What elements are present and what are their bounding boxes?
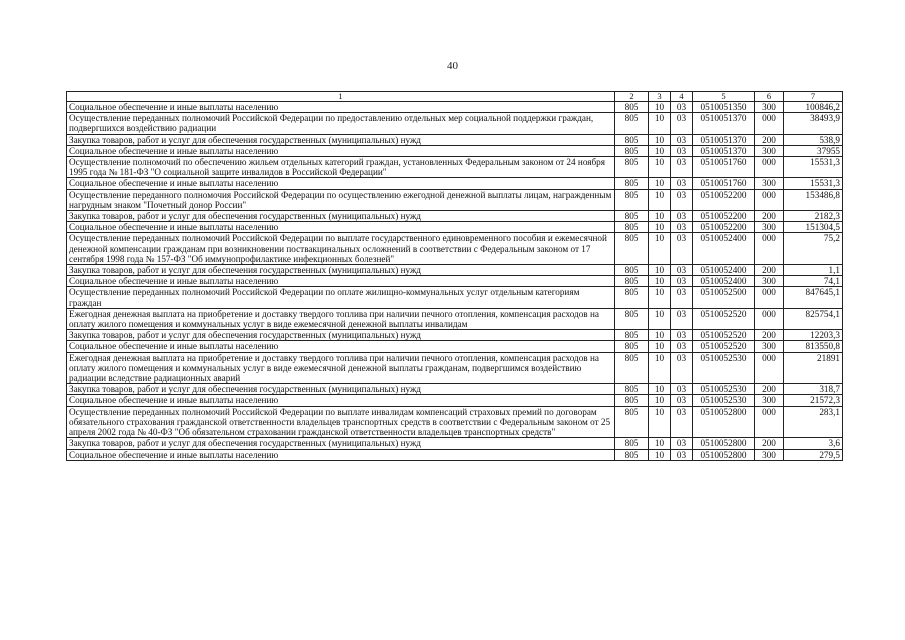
section-code-cell: 10 bbox=[649, 222, 671, 233]
expense-name-cell: Осуществление переданного полномочия Российской Федерации по осуществлению ежегодной денежной выплаты лицам, награжденным нагрудным знаком "Почетный донор России" bbox=[67, 189, 615, 210]
table-row bbox=[67, 341, 843, 352]
amount-cell: 15531,3 bbox=[784, 157, 843, 178]
table-row bbox=[67, 395, 843, 406]
header-cell-3: 3 bbox=[649, 92, 671, 102]
section-code-cell: 10 bbox=[649, 189, 671, 210]
amount-cell: 74,1 bbox=[784, 276, 843, 287]
section-code-cell: 10 bbox=[649, 276, 671, 287]
amount-cell: 318,7 bbox=[784, 384, 843, 395]
section-code-cell: 10 bbox=[649, 211, 671, 222]
ministry-code-cell: 805 bbox=[615, 178, 649, 189]
expense-type-cell: 000 bbox=[755, 287, 784, 308]
target-article-cell: 0510052400 bbox=[693, 276, 755, 287]
subsection-code-cell: 03 bbox=[671, 102, 693, 113]
ministry-code-cell: 805 bbox=[615, 330, 649, 341]
expense-type-cell: 300 bbox=[755, 102, 784, 113]
expense-name-cell: Социальное обеспечение и иные выплаты населению bbox=[67, 102, 615, 113]
ministry-code-cell: 805 bbox=[615, 211, 649, 222]
target-article-cell: 0510052520 bbox=[693, 341, 755, 352]
expense-name-cell: Социальное обеспечение и иные выплаты населению bbox=[67, 449, 615, 460]
amount-cell: 21891 bbox=[784, 352, 843, 384]
amount-cell: 21572,3 bbox=[784, 395, 843, 406]
section-code-cell: 10 bbox=[649, 308, 671, 329]
table-row bbox=[67, 222, 843, 233]
target-article-cell: 0510052800 bbox=[693, 406, 755, 438]
amount-cell: 847645,1 bbox=[784, 287, 843, 308]
expense-name-cell: Закупка товаров, работ и услуг для обеспечения государственных (муниципальных) нужд bbox=[67, 265, 615, 276]
expense-name-cell: Социальное обеспечение и иные выплаты населению bbox=[67, 222, 615, 233]
expense-name-cell: Закупка товаров, работ и услуг для обеспечения государственных (муниципальных) нужд bbox=[67, 384, 615, 395]
table-header-row bbox=[67, 92, 843, 102]
amount-cell: 75,2 bbox=[784, 233, 843, 265]
target-article-cell: 0510051370 bbox=[693, 145, 755, 156]
section-code-cell: 10 bbox=[649, 145, 671, 156]
expense-name-cell: Осуществление переданных полномочий Российской Федерации по предоставлению отдельных мер социальной поддержки граждан, подвергшихся воздействию радиации bbox=[67, 113, 615, 134]
target-article-cell: 0510052520 bbox=[693, 330, 755, 341]
amount-cell: 279,5 bbox=[784, 449, 843, 460]
ministry-code-cell: 805 bbox=[615, 395, 649, 406]
ministry-code-cell: 805 bbox=[615, 113, 649, 134]
section-code-cell: 10 bbox=[649, 233, 671, 265]
amount-cell: 12203,3 bbox=[784, 330, 843, 341]
subsection-code-cell: 03 bbox=[671, 384, 693, 395]
subsection-code-cell: 03 bbox=[671, 157, 693, 178]
target-article-cell: 0510052200 bbox=[693, 189, 755, 210]
expense-name-cell: Социальное обеспечение и иные выплаты населению bbox=[67, 341, 615, 352]
expense-name-cell: Закупка товаров, работ и услуг для обеспечения государственных (муниципальных) нужд bbox=[67, 330, 615, 341]
amount-cell: 37955 bbox=[784, 145, 843, 156]
ministry-code-cell: 805 bbox=[615, 438, 649, 449]
target-article-cell: 0510052530 bbox=[693, 352, 755, 384]
target-article-cell: 0510052520 bbox=[693, 308, 755, 329]
amount-cell: 538,9 bbox=[784, 134, 843, 145]
expense-type-cell: 200 bbox=[755, 265, 784, 276]
expense-name-cell: Социальное обеспечение и иные выплаты населению bbox=[67, 178, 615, 189]
amount-cell: 100846,2 bbox=[784, 102, 843, 113]
table-row bbox=[67, 189, 843, 210]
header-cell-4: 4 bbox=[671, 92, 693, 102]
target-article-cell: 0510051350 bbox=[693, 102, 755, 113]
section-code-cell: 10 bbox=[649, 157, 671, 178]
header-cell-2: 2 bbox=[615, 92, 649, 102]
expense-type-cell: 300 bbox=[755, 145, 784, 156]
amount-cell: 151304,5 bbox=[784, 222, 843, 233]
section-code-cell: 10 bbox=[649, 438, 671, 449]
ministry-code-cell: 805 bbox=[615, 265, 649, 276]
expense-name-cell: Ежегодная денежная выплата на приобретение и доставку твердого топлива при наличии печного отопления, компенсация расходов на оплату жилого помещения и коммунальных услуг в виде ежемесячной денежной выплаты гражданам, подвергшимся воздействию радиации вследствие радиационных аварий bbox=[67, 352, 615, 384]
expense-type-cell: 200 bbox=[755, 211, 784, 222]
subsection-code-cell: 03 bbox=[671, 341, 693, 352]
target-article-cell: 0510052530 bbox=[693, 384, 755, 395]
table-row bbox=[67, 265, 843, 276]
expense-type-cell: 000 bbox=[755, 352, 784, 384]
ministry-code-cell: 805 bbox=[615, 287, 649, 308]
ministry-code-cell: 805 bbox=[615, 276, 649, 287]
expense-type-cell: 000 bbox=[755, 189, 784, 210]
section-code-cell: 10 bbox=[649, 395, 671, 406]
budget-table bbox=[66, 91, 843, 461]
table-row bbox=[67, 330, 843, 341]
expense-type-cell: 000 bbox=[755, 233, 784, 265]
expense-type-cell: 000 bbox=[755, 406, 784, 438]
target-article-cell: 0510052400 bbox=[693, 265, 755, 276]
expense-type-cell: 300 bbox=[755, 276, 784, 287]
expense-name-cell: Социальное обеспечение и иные выплаты населению bbox=[67, 395, 615, 406]
amount-cell: 15531,3 bbox=[784, 178, 843, 189]
target-article-cell: 0510052200 bbox=[693, 222, 755, 233]
amount-cell: 813550,8 bbox=[784, 341, 843, 352]
section-code-cell: 10 bbox=[649, 178, 671, 189]
subsection-code-cell: 03 bbox=[671, 211, 693, 222]
expense-type-cell: 300 bbox=[755, 449, 784, 460]
expense-type-cell: 300 bbox=[755, 341, 784, 352]
expense-name-cell: Осуществление переданных полномочий Российской Федерации по выплате инвалидам компенсаций страховых премий по договорам обязательного страхования гражданской ответственности владельцев транспортных средств в соответствии с Федеральным законом от 25 апреля 2002 года № 40-ФЗ "Об обязательном страховании гражданской ответственности владельцев транспортных средств" bbox=[67, 406, 615, 438]
subsection-code-cell: 03 bbox=[671, 352, 693, 384]
ministry-code-cell: 805 bbox=[615, 189, 649, 210]
table-row bbox=[67, 145, 843, 156]
ministry-code-cell: 805 bbox=[615, 222, 649, 233]
expense-type-cell: 300 bbox=[755, 178, 784, 189]
target-article-cell: 0510052400 bbox=[693, 233, 755, 265]
page-number: 40 bbox=[447, 60, 458, 72]
expense-type-cell: 300 bbox=[755, 222, 784, 233]
expense-type-cell: 000 bbox=[755, 113, 784, 134]
subsection-code-cell: 03 bbox=[671, 308, 693, 329]
table-row bbox=[67, 157, 843, 178]
amount-cell: 153486,8 bbox=[784, 189, 843, 210]
target-article-cell: 0510051760 bbox=[693, 178, 755, 189]
ministry-code-cell: 805 bbox=[615, 157, 649, 178]
section-code-cell: 10 bbox=[649, 287, 671, 308]
table-row bbox=[67, 211, 843, 222]
target-article-cell: 0510051760 bbox=[693, 157, 755, 178]
table-row bbox=[67, 406, 843, 438]
expense-name-cell: Закупка товаров, работ и услуг для обеспечения государственных (муниципальных) нужд bbox=[67, 211, 615, 222]
target-article-cell: 0510052800 bbox=[693, 438, 755, 449]
expense-type-cell: 200 bbox=[755, 134, 784, 145]
expense-name-cell: Ежегодная денежная выплата на приобретение и доставку твердого топлива при наличии печного отопления, компенсация расходов на оплату жилого помещения и коммунальных услуг в виде ежемесячной денежной выплаты инвалидам bbox=[67, 308, 615, 329]
expense-name-cell: Осуществление полномочий по обеспечению жильем отдельных категорий граждан, установленных Федеральным законом от 24 ноября 1995 года № 181-ФЗ "О социальной защите инвалидов в Российской Федерации" bbox=[67, 157, 615, 178]
section-code-cell: 10 bbox=[649, 102, 671, 113]
target-article-cell: 0510051370 bbox=[693, 113, 755, 134]
table-row bbox=[67, 308, 843, 329]
header-cell-7: 7 bbox=[784, 92, 843, 102]
subsection-code-cell: 03 bbox=[671, 233, 693, 265]
amount-cell: 2182,3 bbox=[784, 211, 843, 222]
table-row bbox=[67, 102, 843, 113]
table-row bbox=[67, 113, 843, 134]
ministry-code-cell: 805 bbox=[615, 352, 649, 384]
amount-cell: 1,1 bbox=[784, 265, 843, 276]
table-row bbox=[67, 352, 843, 384]
section-code-cell: 10 bbox=[649, 384, 671, 395]
amount-cell: 38493,9 bbox=[784, 113, 843, 134]
amount-cell: 825754,1 bbox=[784, 308, 843, 329]
budget-table-body bbox=[67, 92, 843, 461]
subsection-code-cell: 03 bbox=[671, 276, 693, 287]
subsection-code-cell: 03 bbox=[671, 406, 693, 438]
ministry-code-cell: 805 bbox=[615, 308, 649, 329]
table-row bbox=[67, 233, 843, 265]
expense-type-cell: 200 bbox=[755, 330, 784, 341]
subsection-code-cell: 03 bbox=[671, 189, 693, 210]
subsection-code-cell: 03 bbox=[671, 134, 693, 145]
target-article-cell: 0510052200 bbox=[693, 211, 755, 222]
expense-name-cell: Закупка товаров, работ и услуг для обеспечения государственных (муниципальных) нужд bbox=[67, 438, 615, 449]
ministry-code-cell: 805 bbox=[615, 341, 649, 352]
ministry-code-cell: 805 bbox=[615, 102, 649, 113]
header-cell-5: 5 bbox=[693, 92, 755, 102]
subsection-code-cell: 03 bbox=[671, 438, 693, 449]
ministry-code-cell: 805 bbox=[615, 449, 649, 460]
section-code-cell: 10 bbox=[649, 352, 671, 384]
section-code-cell: 10 bbox=[649, 113, 671, 134]
section-code-cell: 10 bbox=[649, 406, 671, 438]
subsection-code-cell: 03 bbox=[671, 449, 693, 460]
target-article-cell: 0510052500 bbox=[693, 287, 755, 308]
expense-name-cell: Закупка товаров, работ и услуг для обеспечения государственных (муниципальных) нужд bbox=[67, 134, 615, 145]
subsection-code-cell: 03 bbox=[671, 178, 693, 189]
section-code-cell: 10 bbox=[649, 341, 671, 352]
section-code-cell: 10 bbox=[649, 265, 671, 276]
expense-type-cell: 000 bbox=[755, 157, 784, 178]
table-row bbox=[67, 276, 843, 287]
target-article-cell: 0510052800 bbox=[693, 449, 755, 460]
subsection-code-cell: 03 bbox=[671, 113, 693, 134]
section-code-cell: 10 bbox=[649, 330, 671, 341]
section-code-cell: 10 bbox=[649, 134, 671, 145]
subsection-code-cell: 03 bbox=[671, 287, 693, 308]
subsection-code-cell: 03 bbox=[671, 145, 693, 156]
expense-type-cell: 200 bbox=[755, 438, 784, 449]
ministry-code-cell: 805 bbox=[615, 384, 649, 395]
amount-cell: 283,1 bbox=[784, 406, 843, 438]
ministry-code-cell: 805 bbox=[615, 145, 649, 156]
expense-name-cell: Осуществление переданных полномочий Российской Федерации по оплате жилищно-коммунальных услуг отдельным категориям граждан bbox=[67, 287, 615, 308]
expense-type-cell: 300 bbox=[755, 395, 784, 406]
ministry-code-cell: 805 bbox=[615, 233, 649, 265]
subsection-code-cell: 03 bbox=[671, 330, 693, 341]
table-row bbox=[67, 134, 843, 145]
table-row bbox=[67, 384, 843, 395]
section-code-cell: 10 bbox=[649, 449, 671, 460]
target-article-cell: 0510051370 bbox=[693, 134, 755, 145]
subsection-code-cell: 03 bbox=[671, 265, 693, 276]
expense-name-cell: Осуществление переданных полномочий Российской Федерации по выплате государственного единовременного пособия и ежемесячной денежной компенсации гражданам при возникновении поствакцинальных осложнений в соответствии с Федеральным законом от 17 сентября 1998 года № 157-ФЗ "Об иммунопрофилактике инфекционных болезней" bbox=[67, 233, 615, 265]
table-row bbox=[67, 178, 843, 189]
subsection-code-cell: 03 bbox=[671, 222, 693, 233]
ministry-code-cell: 805 bbox=[615, 406, 649, 438]
expense-name-cell: Социальное обеспечение и иные выплаты населению bbox=[67, 145, 615, 156]
table-row bbox=[67, 287, 843, 308]
header-cell-6: 6 bbox=[755, 92, 784, 102]
table-row bbox=[67, 449, 843, 460]
expense-type-cell: 200 bbox=[755, 384, 784, 395]
amount-cell: 3,6 bbox=[784, 438, 843, 449]
expense-type-cell: 000 bbox=[755, 308, 784, 329]
target-article-cell: 0510052530 bbox=[693, 395, 755, 406]
header-cell-1: 1 bbox=[67, 92, 615, 102]
subsection-code-cell: 03 bbox=[671, 395, 693, 406]
expense-name-cell: Социальное обеспечение и иные выплаты населению bbox=[67, 276, 615, 287]
table-row bbox=[67, 438, 843, 449]
ministry-code-cell: 805 bbox=[615, 134, 649, 145]
